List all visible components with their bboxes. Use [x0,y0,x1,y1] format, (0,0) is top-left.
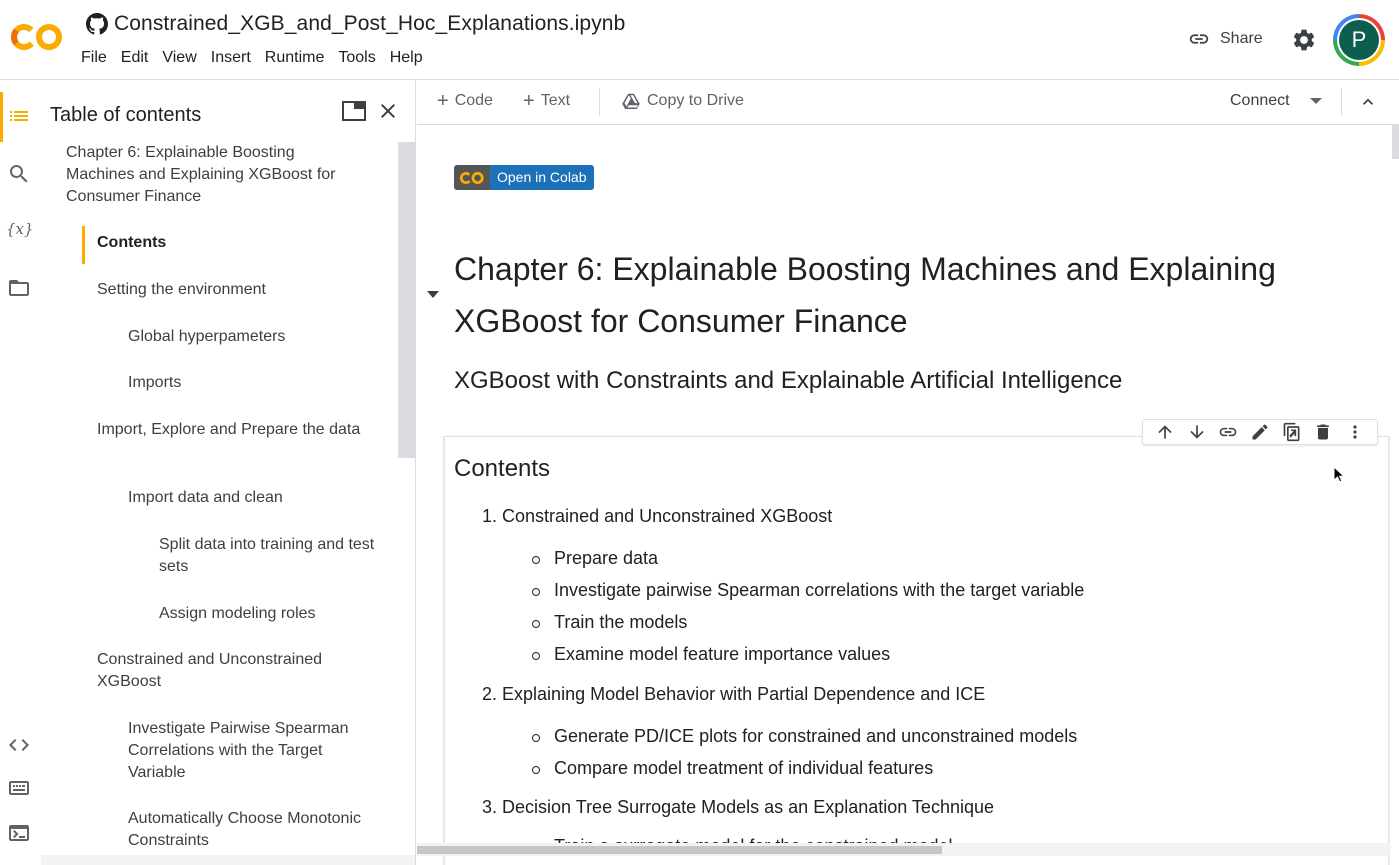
doc-title-row [86,12,625,36]
contents-heading: Contents [454,455,551,482]
connect-button[interactable] [1230,92,1322,110]
menu-insert[interactable]: Insert [210,49,251,66]
rail-active-indicator [0,92,3,142]
section-collapse-toggle[interactable] [427,291,439,298]
toc-item[interactable]: Imports [128,374,182,391]
list-item: Investigate pairwise Spearman correlations with the target variable [530,580,1084,601]
move-down-icon[interactable] [1187,422,1207,442]
toc-item[interactable]: Automatically Choose Monotonic Constraints [128,810,362,849]
variables-icon[interactable]: {𝑥} [6,220,34,238]
close-icon[interactable] [376,99,400,123]
connect-label: Connect [1230,92,1290,109]
toc-item[interactable]: Assign modeling roles [159,605,316,622]
list-title: Explaining Model Behavior with Partial Dependence and ICE [502,684,986,704]
code-snippets-icon[interactable] [7,733,31,757]
copy-to-drive-label: Copy to Drive [647,92,744,109]
list-item: Compare model treatment of individual features [530,758,933,779]
menu-file[interactable]: File [81,49,107,66]
folder-icon[interactable] [7,276,31,300]
list-item: Generate PD/ICE plots for constrained and unconstrained models [530,726,1077,747]
list-number: 3. [482,797,498,817]
scrollbar-thumb[interactable] [417,846,942,854]
list-item [482,684,985,705]
toc-item[interactable]: Import data and clean [128,489,283,506]
colab-logo-icon [459,171,485,185]
app-header [0,0,1399,80]
menu-view[interactable]: View [162,49,197,66]
share-button[interactable] [1186,28,1263,50]
menu-bar [81,49,437,67]
toc-list-icon[interactable] [7,104,31,128]
more-vert-icon[interactable] [1345,422,1365,442]
plus-icon: + [437,90,449,112]
toc-horizontal-scrollbar[interactable] [41,855,416,865]
notebook-horizontal-scrollbar[interactable] [417,843,1389,856]
toc-item[interactable]: Global hyperpameters [128,328,286,345]
terminal-icon[interactable] [7,821,31,845]
toc-scrollbar[interactable] [398,142,415,458]
notebook-area [417,125,1399,865]
list-title: Constrained and Unconstrained XGBoost [502,506,833,526]
link-icon [1186,28,1212,50]
menu-tools[interactable]: Tools [338,49,376,66]
list-item: Examine model feature importance values [530,644,890,665]
toc-item[interactable]: Investigate Pairwise Spearman Correlations with the Target Variable [128,720,349,781]
side-rail [0,80,41,865]
toc-item[interactable]: Split data into training and test sets [159,536,375,575]
account-avatar[interactable] [1333,14,1385,66]
notebook-heading-2: XGBoost with Constraints and Explainable Artificial Intelligence [454,367,1123,394]
list-item: Train the models [530,612,687,633]
command-palette-icon[interactable] [7,776,31,800]
colab-logo[interactable] [10,22,64,52]
toc-active-indicator [82,226,85,264]
open-in-colab-badge[interactable] [454,165,594,190]
menu-help[interactable]: Help [389,49,423,66]
list-title: Decision Tree Surrogate Models as an Explanation Technique [502,797,994,817]
list-item [482,797,994,818]
toc-title: Table of contents [50,104,202,126]
toc-item[interactable]: Chapter 6: Explainable Boosting Machines and Explaining XGBoost for Consumer Finance [66,144,336,205]
avatar-frame [1337,18,1381,62]
open-in-window-icon[interactable] [342,101,366,121]
add-code-label: Code [454,92,493,109]
plus-icon: + [523,90,535,112]
avatar-letter: P [1339,20,1379,60]
cell-toolbar [1142,419,1378,445]
list-item: Prepare data [530,548,658,569]
add-code-button[interactable] [437,92,493,110]
mouse-pointer-icon [1333,466,1345,484]
notebook-heading-1: Chapter 6: Explainable Boosting Machines and Explaining XGBoost for Consumer Finance [454,251,1276,339]
link-icon[interactable] [1218,422,1238,442]
list-number: 2. [482,684,498,704]
mirror-cell-icon[interactable] [1282,422,1302,442]
toc-item[interactable]: Setting the environment [97,281,266,298]
toolbar-divider [599,88,600,116]
gear-icon[interactable] [1291,27,1317,53]
toolbar-divider [1341,88,1342,116]
toc-item[interactable]: Contents [97,234,167,251]
github-icon [86,13,108,35]
list-number: 1. [482,506,498,526]
drive-icon [622,93,640,109]
toc-panel [41,80,416,865]
share-label: Share [1220,30,1263,47]
move-up-icon[interactable] [1155,422,1175,442]
menu-edit[interactable]: Edit [120,49,149,66]
menu-runtime[interactable]: Runtime [264,49,325,66]
toc-item[interactable]: Constrained and Unconstrained XGBoost [97,651,323,690]
toc-item[interactable]: Import, Explore and Prepare the data [97,421,361,438]
copy-to-drive-button[interactable] [622,92,744,110]
add-text-button[interactable] [523,92,570,110]
badge-text: Open in Colab [490,165,594,190]
doc-title[interactable]: Constrained_XGB_and_Post_Hoc_Explanations.ipynb [114,12,626,35]
delete-icon[interactable] [1313,422,1333,442]
chevron-up-icon[interactable] [1358,92,1378,112]
notebook-scrollbar[interactable] [1392,125,1399,159]
notebook-toolbar [417,80,1399,125]
add-text-label: Text [540,92,571,109]
caret-down-icon [1310,98,1322,104]
colab-badge-logo [454,165,490,190]
edit-icon[interactable] [1250,422,1270,442]
search-icon[interactable] [7,162,31,186]
list-item [482,506,832,527]
